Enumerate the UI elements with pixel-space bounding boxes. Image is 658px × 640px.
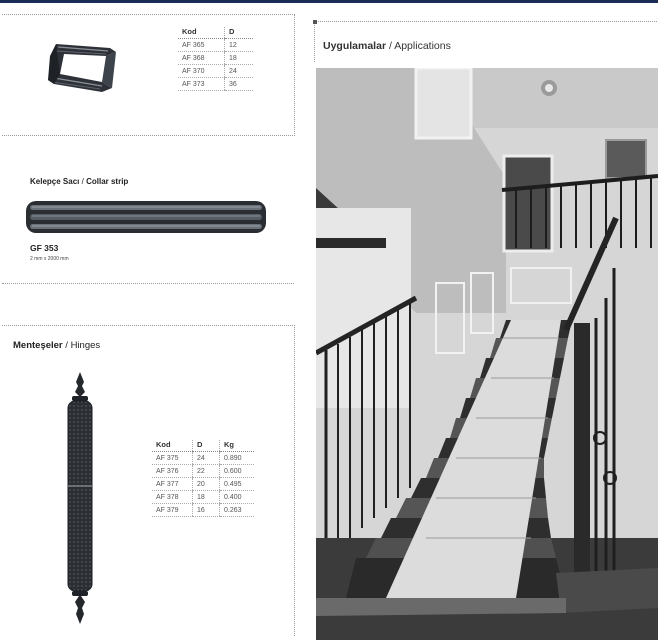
hinges-title-en: Hinges	[70, 340, 101, 351]
applications-corner-mark	[313, 20, 317, 24]
table-header-row	[152, 440, 254, 452]
applications-heading	[323, 40, 451, 52]
table-cell: 36	[225, 78, 254, 91]
table-cell: AF 375	[152, 452, 193, 465]
table-row	[152, 504, 254, 517]
table-row	[178, 39, 253, 52]
title-separator: /	[388, 40, 392, 52]
applications-title-en: Applications	[394, 40, 451, 52]
table-cell: 18	[225, 52, 254, 65]
collar-strip-size: 2 mm x 2000 mm	[30, 256, 69, 262]
table-cell: AF 365	[178, 39, 225, 52]
table-row	[178, 78, 253, 91]
hinges-spec-table	[152, 440, 254, 517]
title-separator: /	[65, 340, 68, 351]
table-header-row	[178, 27, 253, 39]
staircase-photo	[316, 68, 658, 640]
table-cell: 22	[193, 465, 220, 478]
table-cell: 18	[193, 491, 220, 504]
column-header: Kg	[220, 440, 255, 452]
column-header: Kod	[152, 440, 193, 452]
table-cell: 16	[193, 504, 220, 517]
table-cell: 0.263	[220, 504, 255, 517]
hinge-image	[60, 372, 100, 624]
collar-strip-image	[26, 199, 266, 235]
table-row	[178, 52, 253, 65]
collar-strip-heading	[30, 177, 128, 186]
table-cell: 12	[225, 39, 254, 52]
table-row	[178, 65, 253, 78]
column-header: D	[193, 440, 220, 452]
table-cell: 0.600	[220, 465, 255, 478]
hinges-heading	[13, 340, 100, 351]
table-cell: AF 373	[178, 78, 225, 91]
table-cell: AF 379	[152, 504, 193, 517]
table-cell: 0.890	[220, 452, 255, 465]
hinges-title-tr: Menteşeler	[13, 340, 63, 351]
title-separator: /	[81, 177, 84, 186]
table-row	[152, 491, 254, 504]
table-row	[152, 478, 254, 491]
collar-strip-title-tr: Kelepçe Sacı	[30, 177, 80, 186]
collar-strip-code: GF 353	[30, 243, 59, 253]
sleeve-spec-table	[178, 27, 253, 91]
table-cell: 0.400	[220, 491, 255, 504]
table-cell: AF 370	[178, 65, 225, 78]
table-row	[152, 452, 254, 465]
table-cell: 0.495	[220, 478, 255, 491]
table-cell: 24	[193, 452, 220, 465]
top-accent-bar	[0, 0, 658, 3]
column-header: Kod	[178, 27, 225, 39]
collar-strip-title-en: Collar strip	[86, 177, 129, 186]
table-cell: AF 377	[152, 478, 193, 491]
collar-section-divider	[2, 283, 294, 284]
table-cell: AF 368	[178, 52, 225, 65]
sleeve-clamp-image	[40, 38, 124, 104]
column-header: D	[225, 27, 254, 39]
applications-title-tr: Uygulamalar	[323, 40, 387, 52]
table-cell: AF 376	[152, 465, 193, 478]
table-cell: 20	[193, 478, 220, 491]
table-cell: AF 378	[152, 491, 193, 504]
table-cell: 24	[225, 65, 254, 78]
table-row	[152, 465, 254, 478]
